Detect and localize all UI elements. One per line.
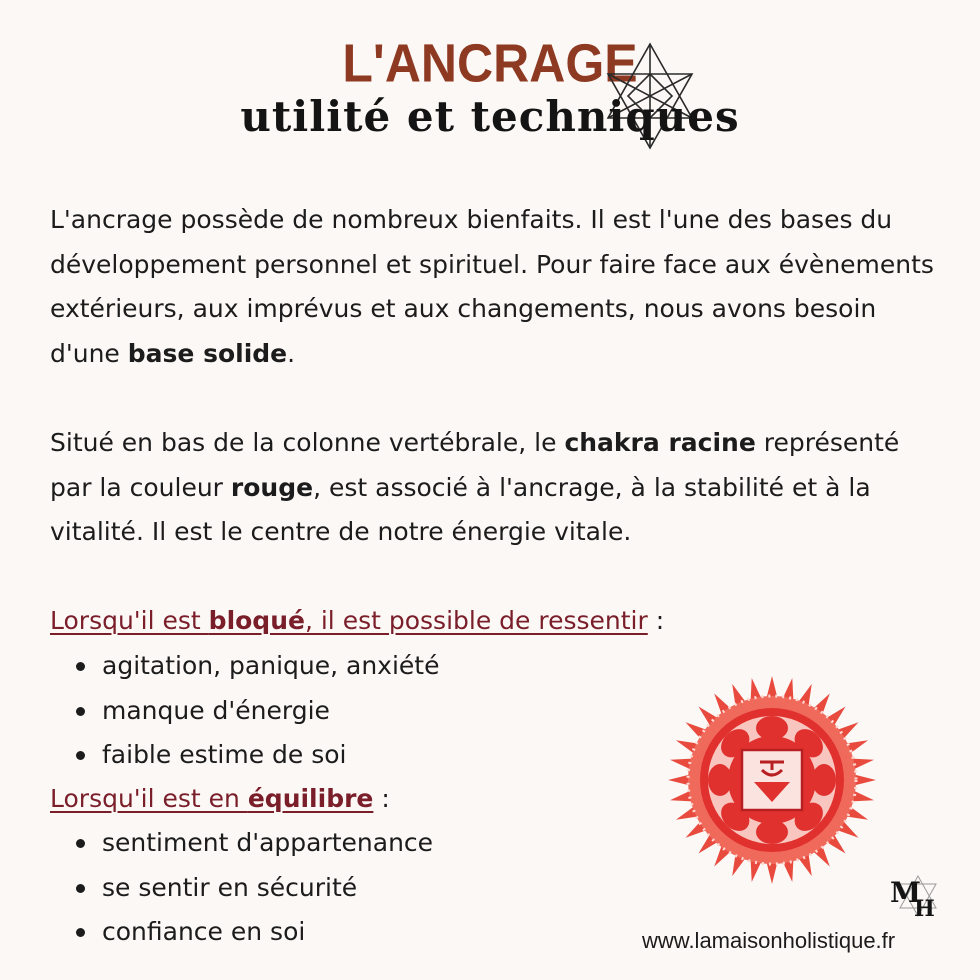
blocked-heading-underlined: [50, 606, 648, 635]
page-title: L'ANCRAGE: [342, 32, 638, 94]
list-item: manque d'énergie: [50, 689, 439, 734]
balanced-heading-underlined: [50, 784, 373, 813]
blocked-heading-part-a: Lorsqu'il est: [50, 606, 209, 635]
blocked-heading-part-c: , il est possible de ressentir: [304, 606, 648, 635]
emphasis-chakra-racine: chakra racine: [564, 428, 756, 457]
list-item: confiance en soi: [50, 910, 433, 955]
balanced-heading-part-a: Lorsqu'il est en: [50, 784, 248, 813]
root-chakra-mandala-icon: [662, 670, 882, 890]
logo-letter-h: H: [914, 896, 935, 920]
brand-logo: [888, 872, 940, 920]
chakra-text-2: représenté par la couleur: [50, 428, 900, 502]
page-subtitle: utilité et techniques: [240, 92, 740, 141]
intro-text: L'ancrage possède de nombreux bienfaits. Il est l'une des bases du développement personnel et spirituel. Pour faire face aux évènements extérieurs, aux imprévus et aux changements, nous avons besoin d'une: [50, 205, 934, 368]
balanced-heading-bold: équilibre: [247, 784, 374, 813]
chakra-text-3: , est associé à l'ancrage, à la stabilité et à la vitalité. Il est le centre de notre énergie vitale.: [50, 472, 871, 546]
balanced-list: [50, 821, 433, 955]
blocked-heading-colon: :: [647, 606, 665, 635]
emphasis-base-solide: base solide: [127, 338, 288, 368]
website-url: www.lamaisonholistique.fr: [642, 928, 896, 953]
chakra-paragraph: [50, 421, 940, 555]
intro-paragraph: [50, 198, 940, 376]
balanced-heading-colon: :: [373, 784, 390, 813]
intro-text-end: .: [287, 338, 296, 368]
logo-letter-m: M: [890, 876, 921, 909]
emphasis-rouge: rouge: [230, 472, 314, 502]
blocked-heading: [50, 599, 664, 643]
blocked-heading-bold: bloqué: [208, 606, 305, 635]
list-item: agitation, panique, anxiété: [50, 644, 439, 689]
list-item: faible estime de soi: [50, 733, 439, 778]
list-item: se sentir en sécurité: [50, 866, 433, 911]
balanced-heading: [50, 777, 390, 821]
chakra-text: Situé en bas de la colonne vertébrale, le: [50, 428, 565, 457]
blocked-list: [50, 644, 439, 778]
list-item: sentiment d'appartenance: [50, 821, 433, 866]
